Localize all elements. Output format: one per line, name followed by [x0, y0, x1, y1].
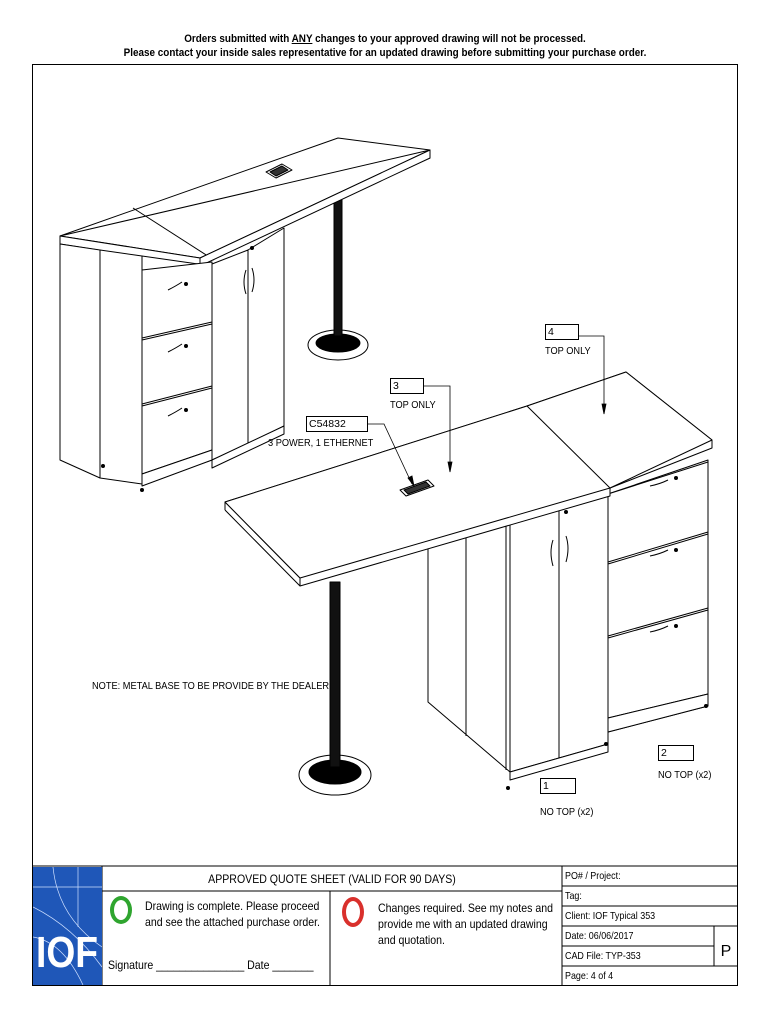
grommet-description: 3 POWER, 1 ETHERNET — [268, 437, 374, 449]
iof-logo — [33, 867, 102, 985]
callout-2-tag: 2 — [658, 745, 694, 761]
approve-circle-icon[interactable] — [110, 896, 132, 924]
approved-quote-title: APPROVED QUOTE SHEET (VALID FOR 90 DAYS) — [208, 872, 456, 886]
logo-text: IOF — [36, 928, 98, 977]
date-field: Date: 06/06/2017 — [565, 930, 634, 942]
callout-4-tag: 4 — [545, 324, 579, 340]
revision-letter: P — [720, 943, 732, 960]
callout-2-text: NO TOP (x2) — [658, 769, 712, 781]
callout-1-text: NO TOP (x2) — [540, 806, 594, 818]
client-field: Client: IOF Typical 353 — [565, 910, 656, 922]
changes-required-circle-icon[interactable] — [342, 897, 364, 927]
grommet-part-tag: C54832 — [306, 416, 368, 432]
changes-option-text: Changes required. See my notes and provide me with an updated drawing and quotation. — [378, 901, 553, 947]
callout-4-text: TOP ONLY — [545, 345, 591, 357]
callout-1-tag: 1 — [540, 778, 576, 794]
warning-line-1: Orders submitted with ANY changes to your approved drawing will not be processed. — [184, 33, 586, 45]
tag-field: Tag: — [565, 890, 582, 902]
callout-3-text: TOP ONLY — [390, 399, 436, 411]
warning-line-2: Please contact your inside sales representative for an updated drawing before submitting your purchase order. — [123, 47, 647, 59]
page-field: Page: 4 of 4 — [565, 970, 614, 982]
signature-date-line[interactable]: Signature _______________ Date _______ — [108, 958, 314, 972]
callout-3-tag: 3 — [390, 378, 424, 394]
po-project-field: PO# / Project: — [565, 870, 621, 882]
approve-option-text: Drawing is complete. Please proceed and see the attached purchase order. — [145, 899, 320, 929]
cad-file-field: CAD File: TYP-353 — [565, 950, 641, 962]
metal-base-note: NOTE: METAL BASE TO BE PROVIDE BY THE DEALER — [92, 680, 330, 692]
